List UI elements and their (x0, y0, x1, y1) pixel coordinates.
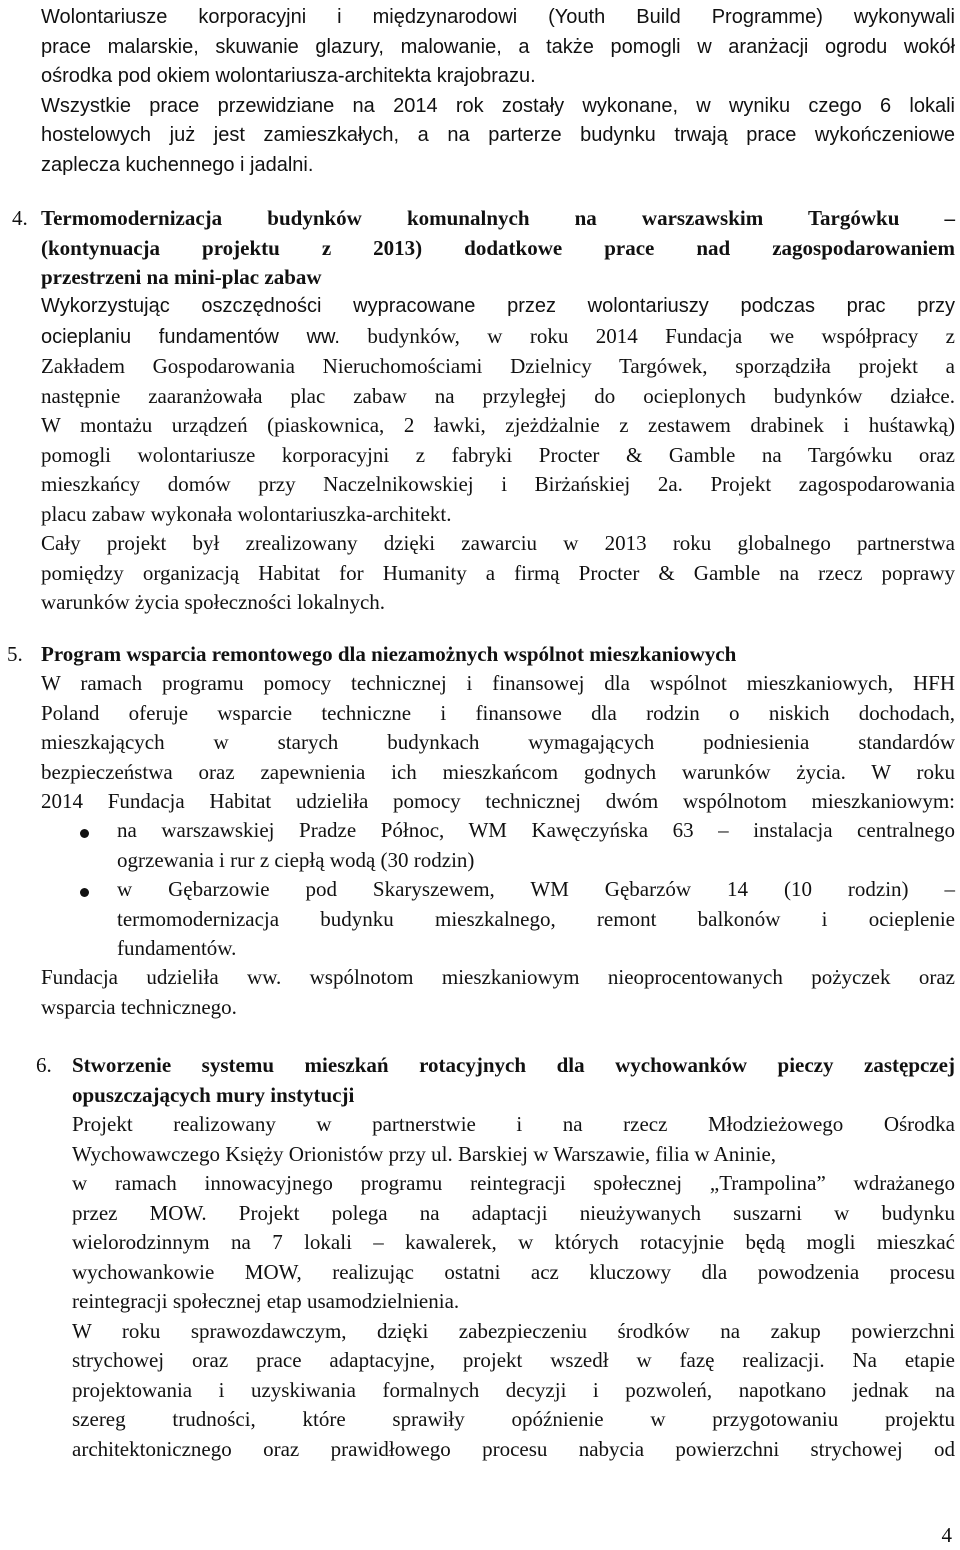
section-5-line: bezpieczeństwa oraz zapewnienia ich mieszkańcom godnych warunków życia. W roku (41, 759, 955, 784)
section-4-line: Wykorzystując oszczędności wypracowane przez wolontariuszy podczas prac przy (41, 295, 955, 317)
section-6-title (72, 1051, 955, 1110)
section-4-title (41, 204, 955, 293)
section-6-line: wielorodzinnym na 7 lokali – kawalerek, w których rotacyjnie będą mogli mieszkać (72, 1230, 955, 1254)
bullet-line: na warszawskiej Pradze Północ, WM Kawęczyńska 63 – instalacja centralnego (117, 818, 955, 842)
intro-line: hostelowych już jest zamieszkałych, a na parterze budynku trwają prace wykończeniowe (41, 124, 955, 146)
section-6-line: strychowej oraz prace adaptacyjne, projekt wszedł w fazę realizacji. Na etapie (72, 1348, 955, 1372)
intro-paragraph (41, 3, 955, 180)
section-4-line: placu zabaw wykonała wolontariuszka-architekt. (41, 501, 452, 526)
section-5-number: 5. (7, 642, 23, 666)
bullet-line: fundamentów. (117, 936, 237, 960)
section-5-line: mieszkających w starych budynkach wymagających podniesienia standardów (41, 730, 955, 754)
section-4-title-line: (kontynuacja projektu z 2013) dodatkowe prace nad zagospodarowaniem (41, 235, 955, 260)
section-6-line: architektonicznego oraz prawidłowego procesu nabycia powierzchni strychowej od (72, 1436, 955, 1461)
section-4-line: Zakładem Gospodarowania Nieruchomościami Dzielnicy Targówek, sporządziła projekt a (41, 354, 955, 378)
section-6-line: Projekt realizowany w partnerstwie i na rzecz Młodzieżowego Ośrodka (72, 1112, 955, 1136)
section-6-body (72, 1110, 955, 1464)
section-4-line: następnie zaaranżowała plac zabaw na przyległej do ocieplonych budynków działce. (41, 383, 955, 408)
bullet-dot (80, 829, 89, 838)
section-4-line: W montażu urządzeń (piaskownica, 2 ławki, zjeżdżalnie z zestawem drabinek i huśtawką) (41, 413, 955, 437)
intro-line: zaplecza kuchennego i jadalni. (41, 153, 314, 176)
section-5-title-line: Program wsparcia remontowego dla niezamożnych wspólnot mieszkaniowych (41, 642, 737, 666)
section-6-line: szereg trudności, które sprawiły opóźnienie w przygotowaniu projektu (72, 1407, 955, 1431)
section-5-body (41, 669, 955, 817)
intro-line: Wolontariusze korporacyjni i międzynarodowi (Youth Build Programme) wykonywali (41, 6, 955, 28)
section-5-line: 2014 Fundacja Habitat udzieliła pomocy technicznej dwóm wspólnotom mieszkaniowym: (41, 789, 955, 813)
section-6-line: Wychowawczego Księży Orionistów przy ul. Barskiej w Warszawie, filia w Aninie, (72, 1141, 777, 1166)
section-6-line: w ramach innowacyjnego programu reintegracji społecznej „Trampolina” wdrażanego (72, 1171, 955, 1195)
section-6-line: przez MOW. Projekt polega na adaptacji nieużywanych suszarni w budynku (72, 1200, 955, 1225)
section-4-line: pomiędzy organizacją Habitat for Humanity a firmą Procter & Gamble na rzecz poprawy (41, 560, 955, 585)
section-6-line: reintegracji społecznej etap usamodzielnienia. (72, 1289, 460, 1313)
section-4-line (41, 322, 955, 353)
section-5-closing (41, 963, 955, 1022)
page-number: 4 (941, 1523, 952, 1547)
section-4-title-line: przestrzeni na mini-plac zabaw (41, 265, 322, 289)
section-6-title-line: Stworzenie systemu mieszkań rotacyjnych dla wychowanków pieczy zastępczej (72, 1053, 955, 1077)
section-5-line: Poland oferuje wsparcie techniczne i finansowe dla rodzin o niskich dochodach, (41, 700, 955, 725)
section-4-number: 4. (12, 206, 28, 230)
section-4-line: pomogli wolontariusze korporacyjni z fabryki Procter & Gamble na Targówku oraz (41, 442, 955, 467)
section-6-number: 6. (36, 1053, 52, 1077)
section-4-inline-serif: budynków, w roku 2014 Fundacja we współpracy z (367, 323, 955, 348)
section-5-closing-line: wsparcia technicznego. (41, 994, 237, 1019)
section-6-line: W roku sprawozdawczym, dzięki zabezpieczeniu środków na zakup powierzchni (72, 1318, 955, 1343)
intro-line: prace malarskie, skuwanie glazury, malowanie, a także pomogli w aranżacji ogrodu wokół (41, 35, 955, 58)
bullet-line: w Gębarzowie pod Skaryszewem, WM Gębarzów 14 (10 rodzin) – (117, 877, 955, 901)
intro-line: ośrodka pod okiem wolontariusza-architekta krajobrazu. (41, 65, 536, 87)
section-4-line: Cały projekt był zrealizowany dzięki zawarciu w 2013 roku globalnego partnerstwa (41, 531, 955, 555)
section-5-closing-line: Fundacja udzieliła ww. wspólnotom mieszkaniowym nieoprocentowanych pożyczek oraz (41, 965, 955, 989)
section-5-line: W ramach programu pomocy technicznej i finansowej dla wspólnot mieszkaniowych, HFH (41, 671, 955, 695)
section-5-bullet-item (117, 816, 955, 875)
section-6-line: wychowankowie MOW, realizując ostatni acz kluczowy dla powodzenia procesu (72, 1259, 955, 1284)
section-4-inline-sans: ocieplaniu fundamentów ww. (41, 325, 340, 348)
bullet-line: ogrzewania i rur z ciepłą wodą (30 rodzin) (117, 847, 475, 872)
section-5-title (41, 640, 955, 670)
intro-line: Wszystkie prace przewidziane na 2014 rok zostały wykonane, w wyniku czego 6 lokali (41, 94, 955, 117)
bullet-dot (80, 888, 89, 897)
section-4-line: mieszkańcy domów przy Naczelnikowskiej i Birżańskiej 2a. Projekt zagospodarowania (41, 472, 955, 496)
section-6-line: projektowania i uzyskiwania formalnych decyzji i pozwoleń, napotkano jednak na (72, 1377, 955, 1402)
section-4-body (41, 292, 955, 618)
bullet-line: termomodernizacja budynku mieszkalnego, remont balkonów i ocieplenie (117, 906, 955, 931)
section-4-title-line: Termomodernizacja budynków komunalnych na warszawskim Targówku – (41, 206, 955, 230)
section-6-title-line: opuszczających mury instytucji (72, 1082, 355, 1107)
section-4-line: warunków życia społeczności lokalnych. (41, 590, 386, 614)
section-5-bullet-item (117, 875, 955, 964)
